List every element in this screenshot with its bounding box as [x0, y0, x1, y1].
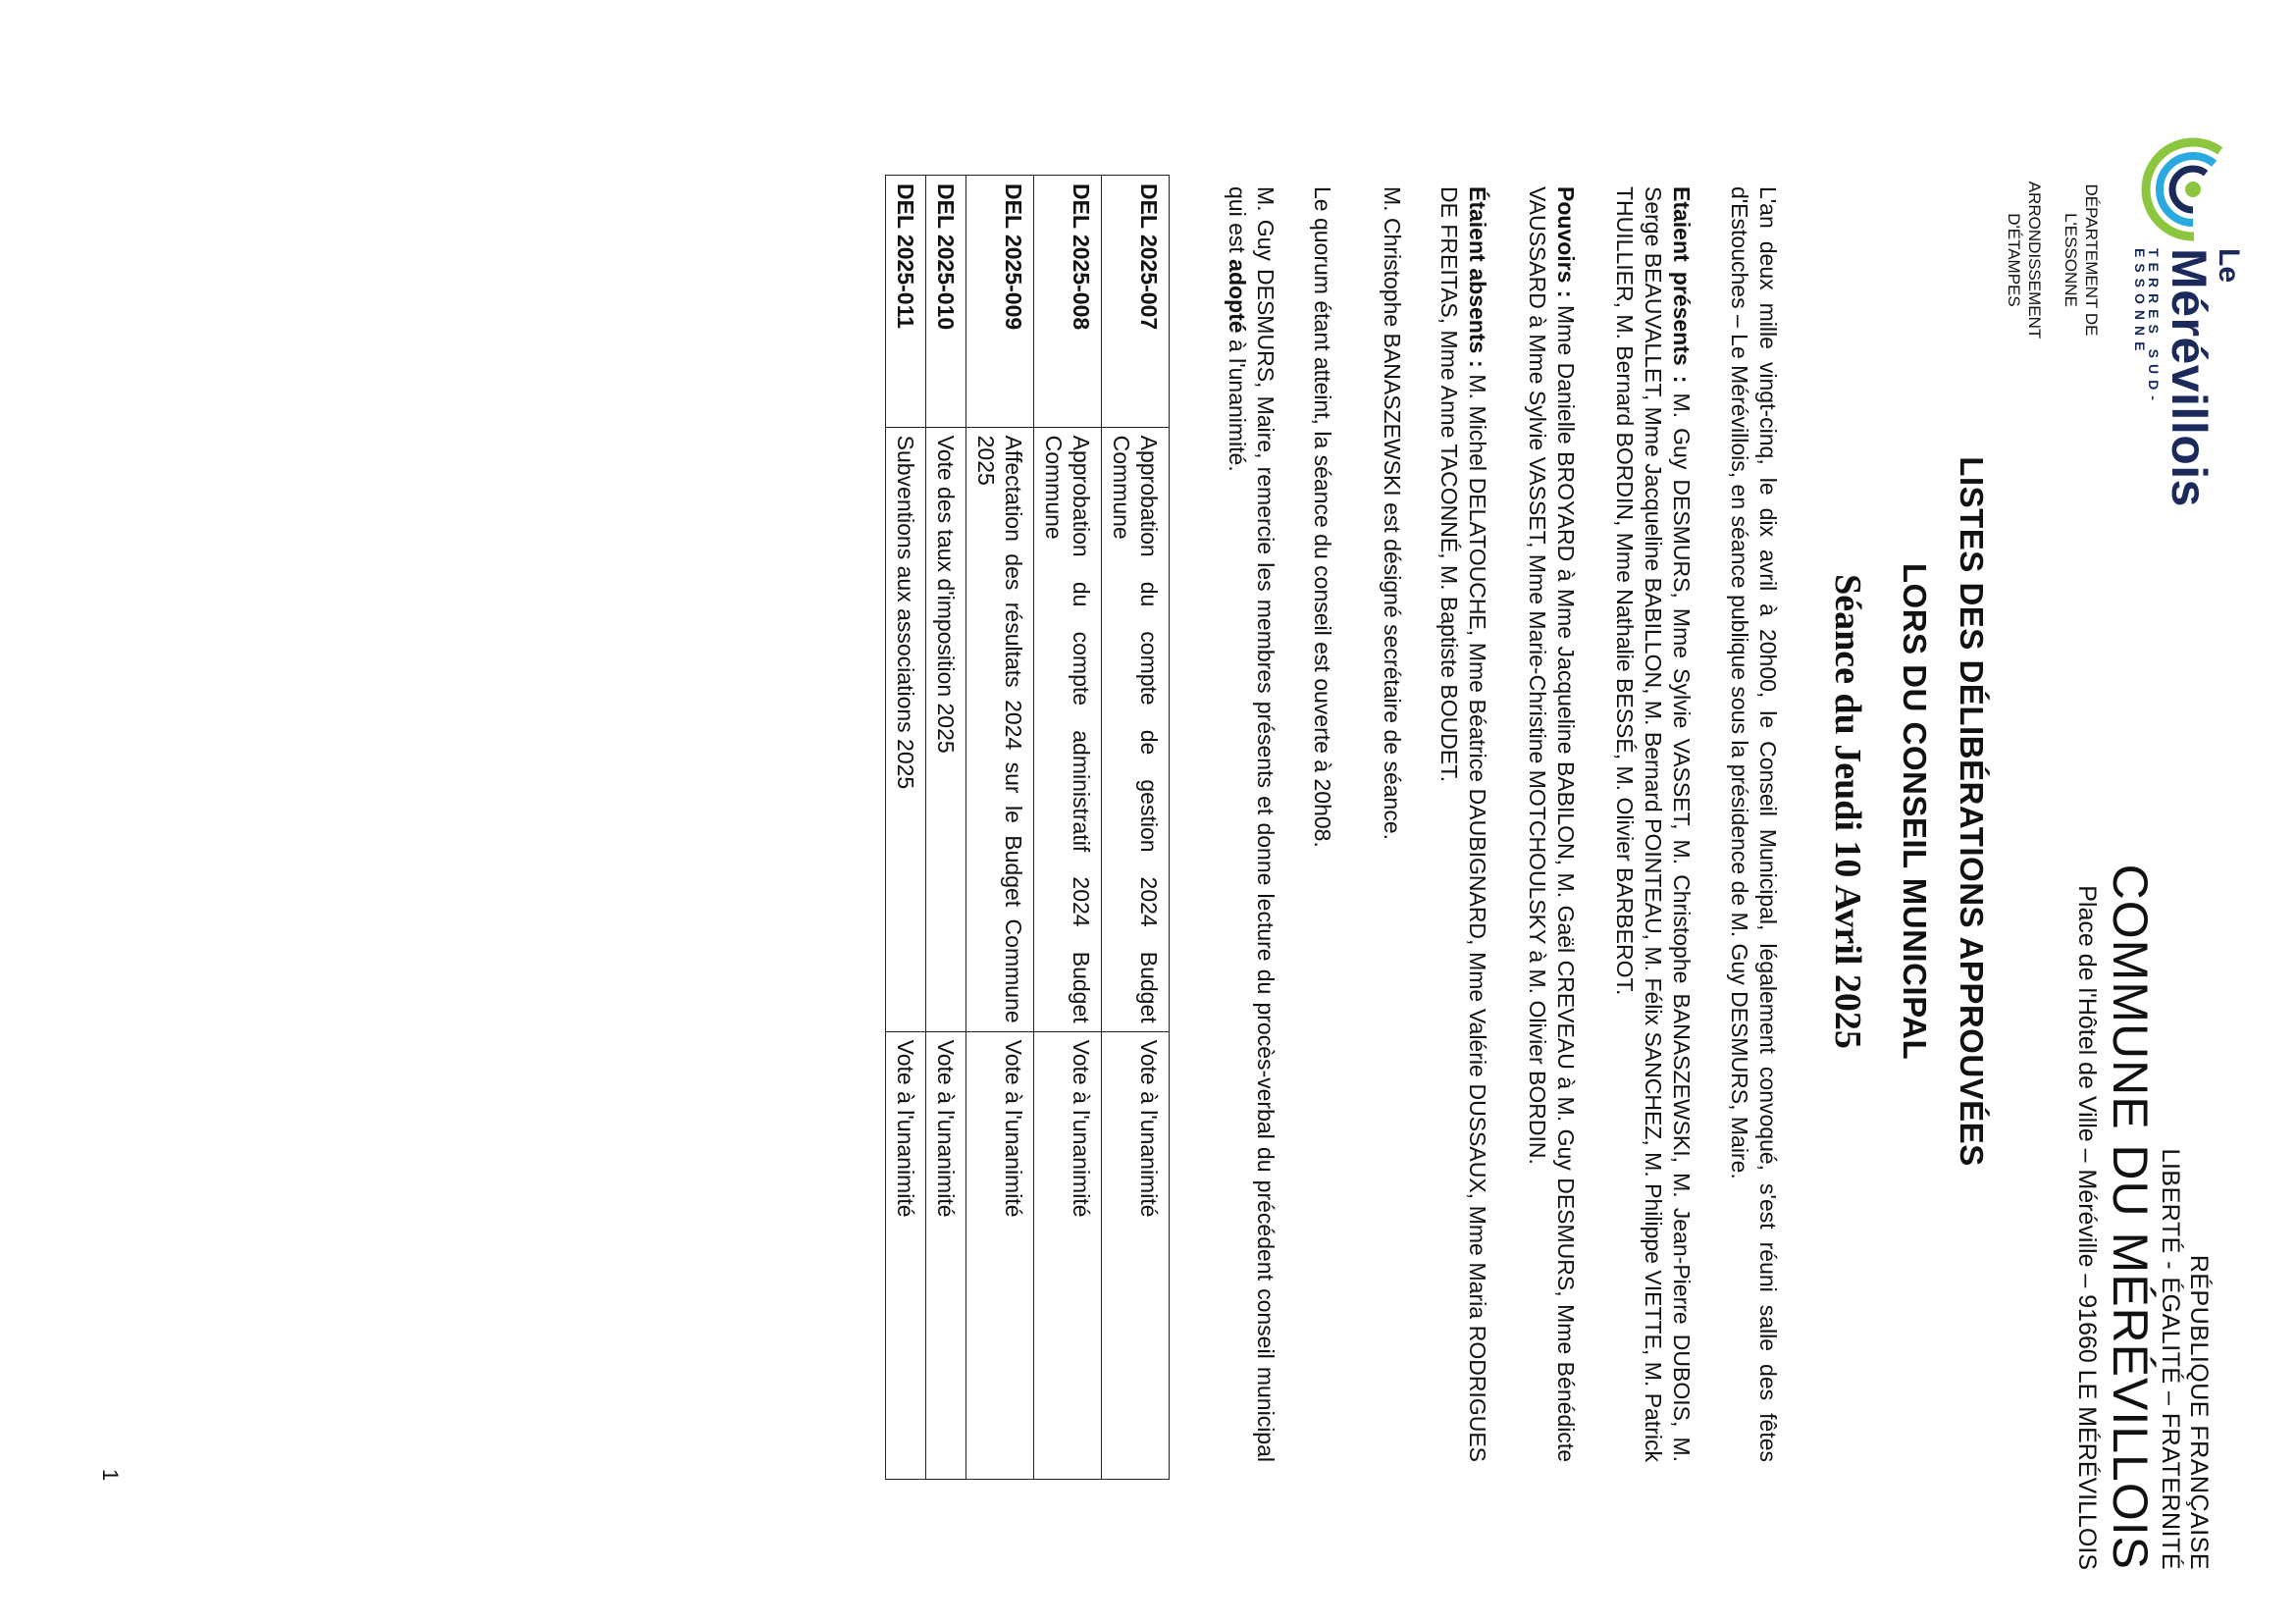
logo-subtitle: TERRES SUD-ESSONNE [2132, 248, 2162, 406]
quorum-paragraph: Le quorum étant atteint, la séance du conseil est ouverte à 20h08. [1310, 186, 1335, 848]
deliberation-code: DEL 2025-008 [1034, 176, 1102, 428]
pv-text-after: à l'unanimité. [1225, 333, 1250, 472]
commune-name: COMMUNE DU MÉRÉVILLOIS [2103, 864, 2158, 1570]
departement: DÉPARTEMENT DE L'ESSONNE [2061, 183, 2101, 337]
pv-adopted: adopté [1225, 259, 1250, 334]
table-row [966, 176, 1034, 1480]
absents-paragraph [1435, 186, 1491, 1462]
deliberation-code: DEL 2025-009 [966, 176, 1034, 428]
table-row [1034, 176, 1102, 1480]
deliberation-code: DEL 2025-011 [886, 176, 926, 428]
logo [2127, 135, 2255, 507]
seance-date: Séance du Jeudi 10 Avril 2025 [1827, 574, 1868, 1049]
deliberation-code: DEL 2025-007 [1102, 176, 1170, 428]
deliberation-objet: Approbation du compte de gestion 2024 Budget Commune [1102, 427, 1170, 1031]
document-subtitle: LORS DU CONSEIL MUNICIPAL [1897, 562, 1933, 1061]
pouvoirs-paragraph [1523, 186, 1580, 1462]
deliberations-table [885, 175, 1170, 1480]
pouvoirs-label: Pouvoirs : [1553, 186, 1579, 298]
intro-paragraph: L'an deux mille vingt-cinq, le dix avril à 20h00, le Conseil Municipal, légalement convoqué, s'est réuni salle des fêtes d'Estouches – Le Mérévillois, en séance publique sous la présidence de M. Guy DESMURS, Maire. [1727, 186, 1781, 1462]
presents-paragraph [1610, 186, 1696, 1462]
table-row [926, 176, 966, 1480]
deliberation-objet: Approbation du compte administratif 2024 Budget Commune [1034, 427, 1102, 1031]
absents-list: M. Michel DELATOUCHE, Mme Béatrice DAUBIGNARD, Mme Valérie DUSSAUX, Mme Maria RODRIGUES DE FREITAS, Mme Anne TACONNÉ, M. Baptiste BOUDET. [1436, 186, 1490, 1463]
deliberation-objet: Subventions aux associations 2025 [886, 427, 926, 1031]
wave-emblem-icon [2139, 135, 2247, 243]
presents-list: M. Guy DESMURS, Mme Sylvie VASSET, M. Christophe BANASZEWSKI, M. Jean-Pierre DUBOIS, M. Serge BEAUVALLET, Mme Jacqueline BABILLON, M. Bernard POINTEAU, M. Félix SANCHEZ, M. Philippe VIETTE, M. Patrick THUILLIER, M. Bernard BORDIN, Mme Nathalie BESSÉ, M. Olivier BARBEROT. [1612, 186, 1695, 1462]
arrondissement: ARRONDISSEMENT D'ÉTAMPES [2005, 181, 2044, 340]
secretaire-paragraph: M. Christophe BANASZEWSKI est désigné secrétaire de séance. [1380, 186, 1405, 841]
document-title: LISTES DES DÉLIBÉRATIONS APPROUVÉES [1954, 456, 1990, 1167]
commune-address: Place de l'Hôtel de Ville – Méréville – 91660 LE MÉRÉVILLOIS [2073, 885, 2101, 1570]
deliberation-vote: Vote à l'unanimité [886, 1031, 926, 1479]
republique: RÉPUBLIQUE FRANÇAISE [2185, 1254, 2213, 1570]
deliberation-objet: Affectation des résultats 2024 sur le Budget Commune 2025 [966, 427, 1034, 1031]
table-row [1102, 176, 1170, 1480]
deliberation-vote: Vote à l'unanimité [1034, 1031, 1102, 1479]
pouvoirs-list: Mme Danielle BROYARD à Mme Jacqueline BABILON, M. Gaël CREVEAU à M. Guy DESMURS, Mme Bénédicte VAUSSARD à Mme Sylvie VASSET, Mme Marie-Christine MOTCHOULSKY à M. Olivier BORDIN. [1525, 186, 1579, 1462]
absents-label: Étaient absents : [1465, 186, 1490, 368]
republique-header [2156, 550, 2213, 1570]
pv-text-before: M. Guy DESMURS, Maire, remercie les membres présents et donne lecture du procès-verbal du précédent conseil municipal qui est [1225, 186, 1278, 1462]
devise: LIBERTÉ - ÉGALITÉ – FRATERNITÉ [2157, 1148, 2184, 1570]
deliberation-vote: Vote à l'unanimité [966, 1031, 1034, 1479]
table-row [886, 176, 926, 1480]
deliberation-vote: Vote à l'unanimité [926, 1031, 966, 1479]
pv-paragraph [1223, 186, 1279, 1462]
logo-name: Mérévillois [2162, 248, 2217, 507]
logo-le: Le [2213, 248, 2245, 284]
presents-label: Etaient présents : [1669, 186, 1695, 384]
deliberation-objet: Vote des taux d'imposition 2025 [926, 427, 966, 1031]
deliberation-code: DEL 2025-010 [926, 176, 966, 428]
deliberation-vote: Vote à l'unanimité [1102, 1031, 1170, 1479]
page-number: 1 [98, 1469, 123, 1482]
